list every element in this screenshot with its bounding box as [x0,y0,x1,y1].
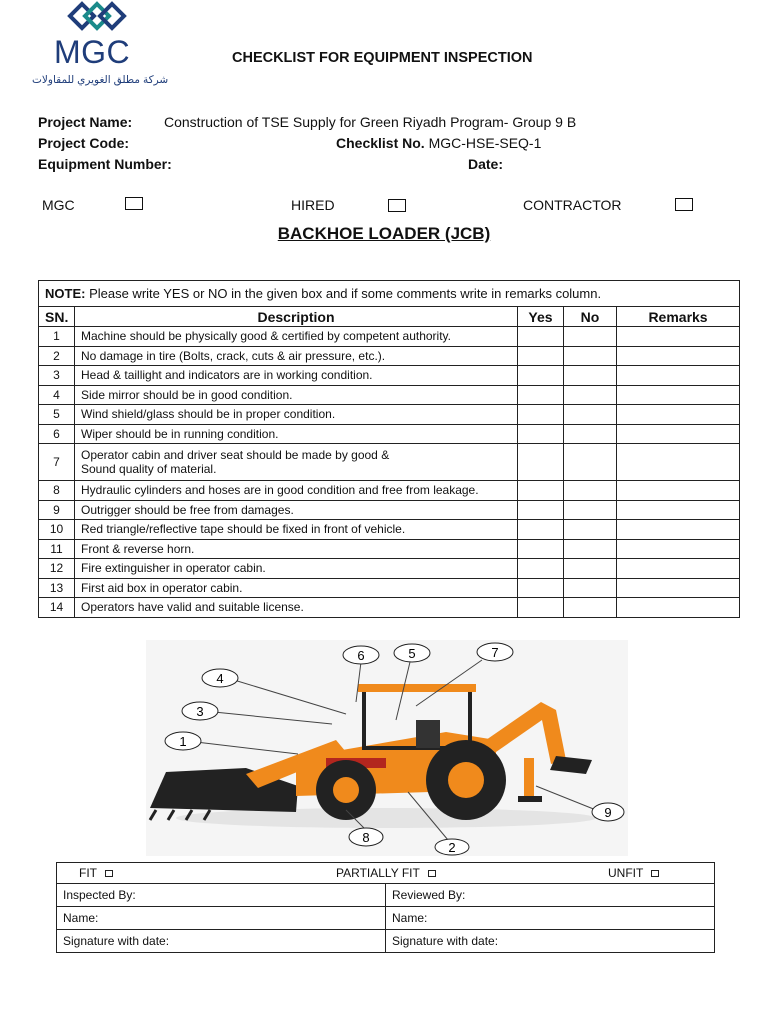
signoff-table [56,862,715,953]
no-cell[interactable] [564,559,617,579]
item-description: Front & reverse horn. [75,539,518,559]
remarks-cell[interactable] [617,598,740,618]
no-cell[interactable] [564,327,617,347]
remarks-cell[interactable] [617,346,740,366]
status-unfit[interactable] [608,866,659,880]
inspection-checklist-table [38,280,740,618]
logo-text: MGC [54,34,131,70]
col-header-remarks: Remarks [617,307,740,327]
table-row [39,481,740,501]
item-description: First aid box in operator cabin. [75,578,518,598]
project-name-value: Construction of TSE Supply for Green Riyadh Program- Group 9 B [164,114,577,130]
remarks-cell[interactable] [617,559,740,579]
callout-4 [202,669,238,687]
owner-mgc-label: MGC [42,197,75,213]
remarks-cell[interactable] [617,424,740,444]
checklist-number [336,135,541,151]
callout-5 [394,644,430,662]
no-cell[interactable] [564,424,617,444]
svg-text:3: 3 [196,704,204,719]
col-header-yes: Yes [518,307,564,327]
remarks-cell[interactable] [617,481,740,501]
project-code-label: Project Code: [38,135,130,151]
fitness-status-row [57,863,715,884]
no-cell[interactable] [564,444,617,481]
svg-text:4: 4 [216,671,224,686]
svg-text:8: 8 [362,830,370,845]
no-cell[interactable] [564,520,617,540]
table-row [39,444,740,481]
company-logo [30,0,169,92]
no-cell[interactable] [564,539,617,559]
item-description: Outrigger should be free from damages. [75,500,518,520]
table-row [39,520,740,540]
table-row [39,405,740,425]
callout-3 [182,702,218,720]
equipment-title: BACKHOE LOADER (JCB) [277,224,491,243]
owner-mgc-checkbox[interactable] [125,197,143,210]
callout-7 [477,643,513,661]
owner-hired-checkbox[interactable] [388,199,406,212]
item-description: Side mirror should be in good condition. [75,385,518,405]
yes-cell[interactable] [518,598,564,618]
yes-cell[interactable] [518,481,564,501]
note-text: Please write YES or NO in the given box and if some comments write in remarks column. [85,286,602,301]
yes-cell[interactable] [518,327,564,347]
owner-hired-label: HIRED [291,197,335,213]
item-description: Machine should be physically good & certified by competent authority. [75,327,518,347]
inspector-name-field[interactable]: Name: [57,907,386,930]
yes-cell[interactable] [518,444,564,481]
table-row [39,539,740,559]
no-cell[interactable] [564,481,617,501]
table-header-row [39,307,740,327]
item-sn: 2 [39,346,75,366]
yes-cell[interactable] [518,578,564,598]
item-sn: 7 [39,444,75,481]
item-sn: 3 [39,366,75,386]
remarks-cell[interactable] [617,444,740,481]
no-cell[interactable] [564,346,617,366]
no-cell[interactable] [564,405,617,425]
signoff-row [57,930,715,953]
project-name-label: Project Name: [38,114,133,130]
remarks-cell[interactable] [617,385,740,405]
yes-cell[interactable] [518,346,564,366]
status-partially-fit-label: PARTIALLY FIT [336,866,420,880]
table-row [39,346,740,366]
item-description-line-2: Sound quality of material. [81,462,217,476]
no-cell[interactable] [564,366,617,386]
status-fit-label: FIT [79,866,97,880]
remarks-cell[interactable] [617,500,740,520]
remarks-cell[interactable] [617,405,740,425]
remarks-cell[interactable] [617,366,740,386]
document-title: CHECKLIST FOR EQUIPMENT INSPECTION [232,50,533,66]
no-cell[interactable] [564,385,617,405]
item-description: Head & taillight and indicators are in working condition. [75,366,518,386]
logo-arabic-text: شركة مطلق الغويري للمقاولات [32,74,169,86]
svg-text:2: 2 [448,840,456,855]
inspector-signature-field[interactable]: Signature with date: [57,930,386,953]
inspected-by-field[interactable]: Inspected By: [57,884,386,907]
yes-cell[interactable] [518,559,564,579]
table-row [39,385,740,405]
item-sn: 1 [39,327,75,347]
item-description: Red triangle/reflective tape should be fixed in front of vehicle. [75,520,518,540]
callout-9 [592,803,624,821]
item-sn: 5 [39,405,75,425]
table-row [39,327,740,347]
item-sn: 10 [39,520,75,540]
backhoe-loader-illustration [146,640,628,856]
reviewed-by-field[interactable]: Reviewed By: [386,884,715,907]
no-cell[interactable] [564,578,617,598]
yes-cell[interactable] [518,539,564,559]
item-sn: 4 [39,385,75,405]
note-row [39,281,740,307]
unfit-checkbox[interactable] [651,870,659,877]
mgc-logo-mark-icon [66,0,128,32]
no-cell[interactable] [564,598,617,618]
reviewer-name-field[interactable]: Name: [386,907,715,930]
table-row [39,500,740,520]
item-sn: 9 [39,500,75,520]
yes-cell[interactable] [518,405,564,425]
yes-cell[interactable] [518,500,564,520]
reviewer-signature-field[interactable]: Signature with date: [386,930,715,953]
callout-6 [343,646,379,664]
item-sn: 12 [39,559,75,579]
item-sn: 6 [39,424,75,444]
item-sn: 13 [39,578,75,598]
item-description: No damage in tire (Bolts, crack, cuts & air pressure, etc.). [75,346,518,366]
item-description: Fire extinguisher in operator cabin. [75,559,518,579]
partially-fit-checkbox[interactable] [428,870,436,877]
checklist-number-label: Checklist No. [336,135,425,151]
remarks-cell[interactable] [617,327,740,347]
item-sn: 11 [39,539,75,559]
no-cell[interactable] [564,500,617,520]
table-row [39,559,740,579]
table-row [39,598,740,618]
remarks-cell[interactable] [617,539,740,559]
table-row [39,424,740,444]
status-unfit-label: UNFIT [608,866,644,880]
callout-2 [435,839,469,855]
owner-contractor-checkbox[interactable] [675,198,693,211]
remarks-cell[interactable] [617,578,740,598]
yes-cell[interactable] [518,385,564,405]
table-row [39,366,740,386]
svg-text:6: 6 [357,648,365,663]
item-description: Wind shield/glass should be in proper condition. [75,405,518,425]
date-label: Date: [468,156,504,172]
svg-text:7: 7 [491,645,499,660]
col-header-sn: SN. [39,307,75,327]
status-partially-fit[interactable] [336,866,436,880]
yes-cell[interactable] [518,366,564,386]
svg-text:1: 1 [179,734,187,749]
item-sn: 14 [39,598,75,618]
item-sn: 8 [39,481,75,501]
col-header-description: Description [75,307,518,327]
item-description: Hydraulic cylinders and hoses are in good condition and free from leakage. [75,481,518,501]
note-label: NOTE: [45,286,86,301]
item-description: Operators have valid and suitable license. [75,598,518,618]
remarks-cell[interactable] [617,520,740,540]
item-description: Wiper should be in running condition. [75,424,518,444]
svg-text:9: 9 [604,805,612,820]
table-row [39,578,740,598]
owner-contractor-label: CONTRACTOR [523,197,622,213]
checklist-number-value: MGC-HSE-SEQ-1 [428,135,542,151]
signoff-row [57,884,715,907]
fit-checkbox[interactable] [105,870,113,877]
equipment-number-label: Equipment Number: [38,156,172,172]
status-fit[interactable] [79,866,113,880]
svg-text:5: 5 [408,646,416,661]
callout-1 [165,732,201,750]
yes-cell[interactable] [518,424,564,444]
callout-8 [349,828,383,846]
item-description [75,444,518,481]
col-header-no: No [564,307,617,327]
signoff-row [57,907,715,930]
yes-cell[interactable] [518,520,564,540]
backhoe-loader-image [146,640,628,856]
item-description-line-1: Operator cabin and driver seat should be made by good & [81,448,390,462]
